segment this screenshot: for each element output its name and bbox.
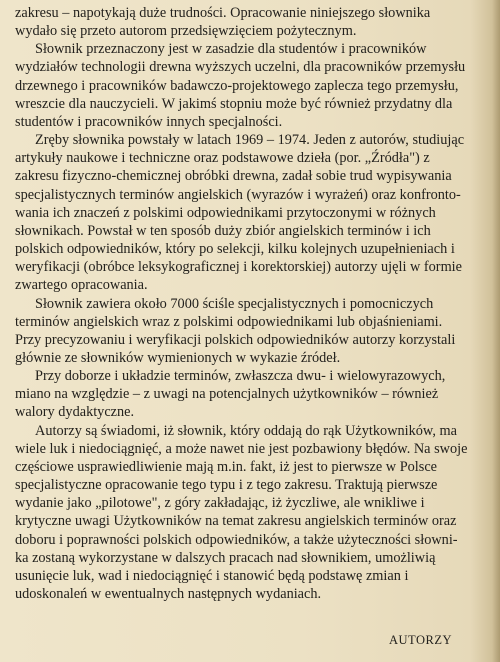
paragraph-continuation: zakresu – napotykają duże trudności. Opracowanie niniejszego słownika wydało się przeto autorom przedsięwzięciem pożytecznym. [15,5,431,40]
paragraph-contents: Słownik zawiera około 7000 ściśle specjalistycznych i pomocniczych terminów angielskich wraz z polskimi odpowiednikami lub objaśnieniami. Przy precyzowaniu i weryfikacji polskich odpowiedników autorzy korzystali głównie ze słowników wymienionych w wykazie źródeł. [15,295,456,366]
body-text [15,4,493,603]
paragraph-origin: Zręby słownika powstały w latach 1969 – 1974. Jeden z autorów, studiując artykuły naukowe i techniczne oraz podstawowe dzieła (por. „Źródła") z zakresu fizyczno-chemicznej obróbki drewna, zadał sobie trud wypisywania specjalistycznych terminów angielskich (wyrazów i wyrażeń) oraz konfronto- wania ich znaczeń z polskimi odpowiednikami przytoczonymi w różnych słownikach. Powstał w ten sposób duży zbiór angielskich terminów i ich polskich odpowiedników, który po selekcji, kilku kolejnych uzupełnieniach i weryfikacji (obróbce leksykograficznej i korektorskiej) autorzy ujęli w formie zwartego opracowania. [15,132,465,294]
signature-authors: AUTORZY [389,633,452,647]
paragraph-disclaimer: Autorzy są świadomi, iż słownik, który oddają do rąk Użytkowników, ma wiele luk i niedociągnięć, a może nawet nie jest pozbawiony błędów. Na swoje częściowe usprawiedliwienie mają m.in. fakt, iż jest to pierwsze w Polsce specjalistyczne opracowanie tego typu i z tego zakresu. Traktują pierwsze wydanie jako „pilotowe", z góry zakładając, iż życzliwe, ale wnikliwe i krytyczne uwagi Użytkowników na temat zakresu angielskich terminów oraz doboru i poprawności polskich odpowiedników, a także użyteczności słowni- ka zostaną wykorzystane w dalszych pracach nad słownikiem, umożliwią usunięcie luk, wad i niedociągnięć i stanowić będą podstawę zmian i udoskonaleń w ewentualnych następnych wydaniach. [15,422,468,602]
paragraph-selection: Przy doborze i układzie terminów, zwłaszcza dwu- i wielowyrazowych, miano na względzie – z uwagi na potencjalnych użytkowników – również walory dydaktyczne. [15,368,446,421]
paragraph-audience: Słownik przeznaczony jest w zasadzie dla studentów i pracowników wydziałów technologii drewna wyższych uczelni, dla pracowników przemysłu drzewnego i pracowników badawczo-projektowego zaplecza tego przemysłu, wreszcie dla nauczycieli. W jakimś stopniu może być również przydatny dla studentów i pracowników innych specjalności. [15,41,466,130]
page-edge-shadow [492,0,500,662]
